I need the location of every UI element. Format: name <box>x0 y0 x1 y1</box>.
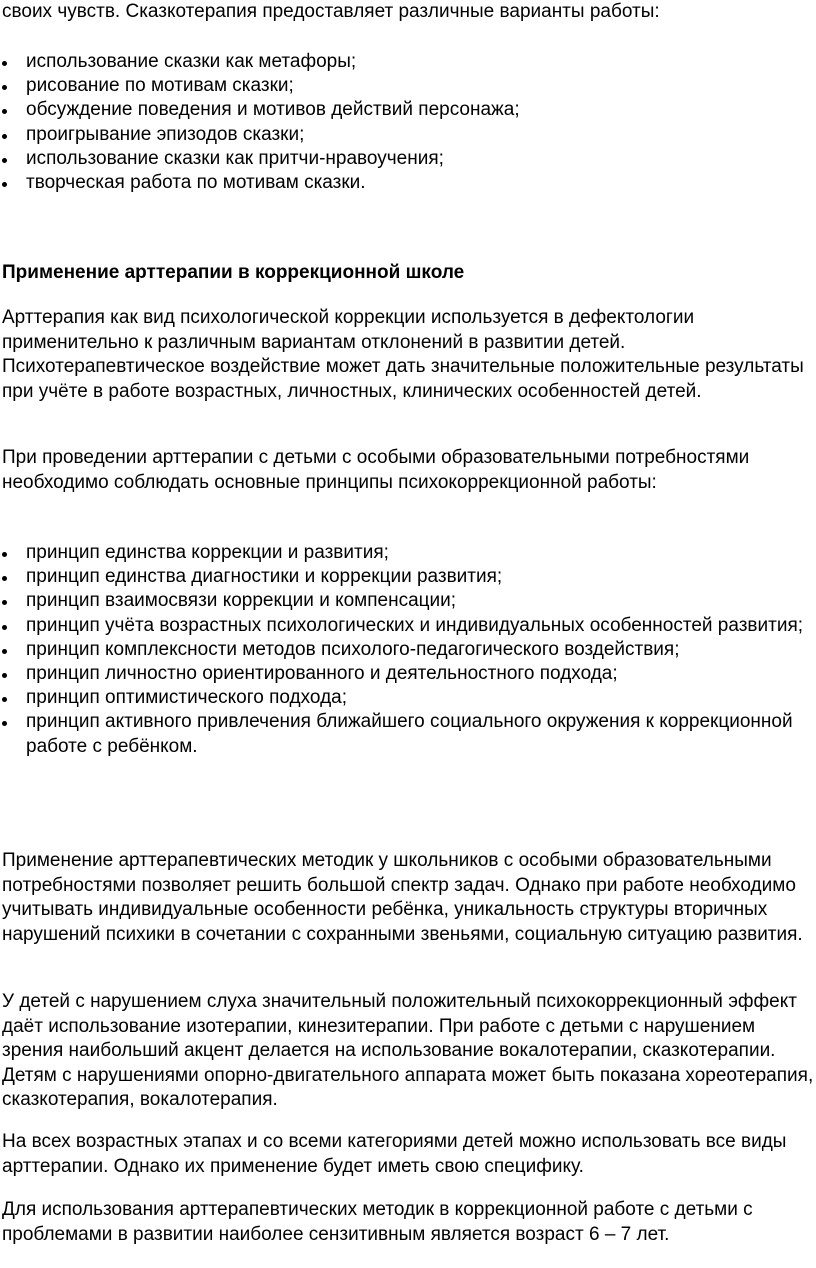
list-item: принцип личностно ориентированного и деятельностного подхода; <box>0 662 814 686</box>
paragraph-impairment-categories: У детей с нарушением слуха значительный положительный психокоррекционный эффект даёт использование изотерапии, кинезитерапии. При работе с детьми с нарушением зрения наибольший акцент делается на использование вокалотерапии, сказкотерапии. Детям с нарушениями опорно-двигательного аппарата может быть показана хореотерапия, сказкотерапия, вокалотерапия. <box>2 991 814 1110</box>
list-item: творческая работа по мотивам сказки. <box>0 171 814 195</box>
list-item: принцип активного привлечения ближайшего социального окружения к коррекционной работе с ребёнком. <box>0 710 814 758</box>
list-item: проигрывание эпизодов сказки; <box>0 123 814 147</box>
list-item: рисование по мотивам сказки; <box>0 74 814 98</box>
paragraph-arttherapy-intro: Арттерапия как вид психологической коррекции используется в дефектологии применительно к различным вариантам отклонений в развитии детей. Психотерапевтическое воздействие может дать значительные положительные результаты при учёте в работе возрастных, личностных, клинических особенностей детей. <box>2 307 804 402</box>
list-item: использование сказки как метафоры; <box>0 50 814 74</box>
list-item: обсуждение поведения и мотивов действий персонажа; <box>0 98 814 122</box>
paragraph-methods-application: Применение арттерапевтических методик у школьников с особыми образовательными потребностями позволяет решить большой спектр задач. Однако при работе необходимо учитывать индивидуальные особенности ребёнка, уникальность структуры вторичных нарушений психики в сочетании с сохранными звеньями, социальную ситуацию развития. <box>2 850 803 945</box>
list-item: принцип единства коррекции и развития; <box>0 541 814 565</box>
intro-line: своих чувств. Сказкотерапия предоставляет различные варианты работы: <box>2 1 660 22</box>
paragraph-sensitive-age: Для использования арттерапевтических методик в коррекционной работе с детьми с проблемами в развитии наиболее сензитивным является возраст 6 – 7 лет. <box>2 1199 753 1245</box>
section-heading: Применение арттерапии в коррекционной школе <box>2 262 465 283</box>
principles-list <box>0 541 814 759</box>
paragraph-principles-intro: При проведении арттерапии с детьми с особыми образовательными потребностями необходимо соблюдать основные принципы психокоррекционной работы: <box>2 447 750 493</box>
list-item: принцип оптимистического подхода; <box>0 686 814 710</box>
list-item: принцип взаимосвязи коррекции и компенсации; <box>0 589 814 613</box>
paragraph-all-ages: На всех возрастных этапах и со всеми категориями детей можно использовать все виды арттерапии. Однако их применение будет иметь свою специфику. <box>2 1131 787 1177</box>
list-item: принцип комплексности методов психолого-педагогического воздействия; <box>0 638 814 662</box>
list-item: принцип единства диагностики и коррекции развития; <box>0 565 814 589</box>
list-item: использование сказки как притчи-нравоучения; <box>0 147 814 171</box>
list-item: принцип учёта возрастных психологических и индивидуальных особенностей развития; <box>0 614 814 638</box>
fairytale-methods-list <box>0 50 814 195</box>
